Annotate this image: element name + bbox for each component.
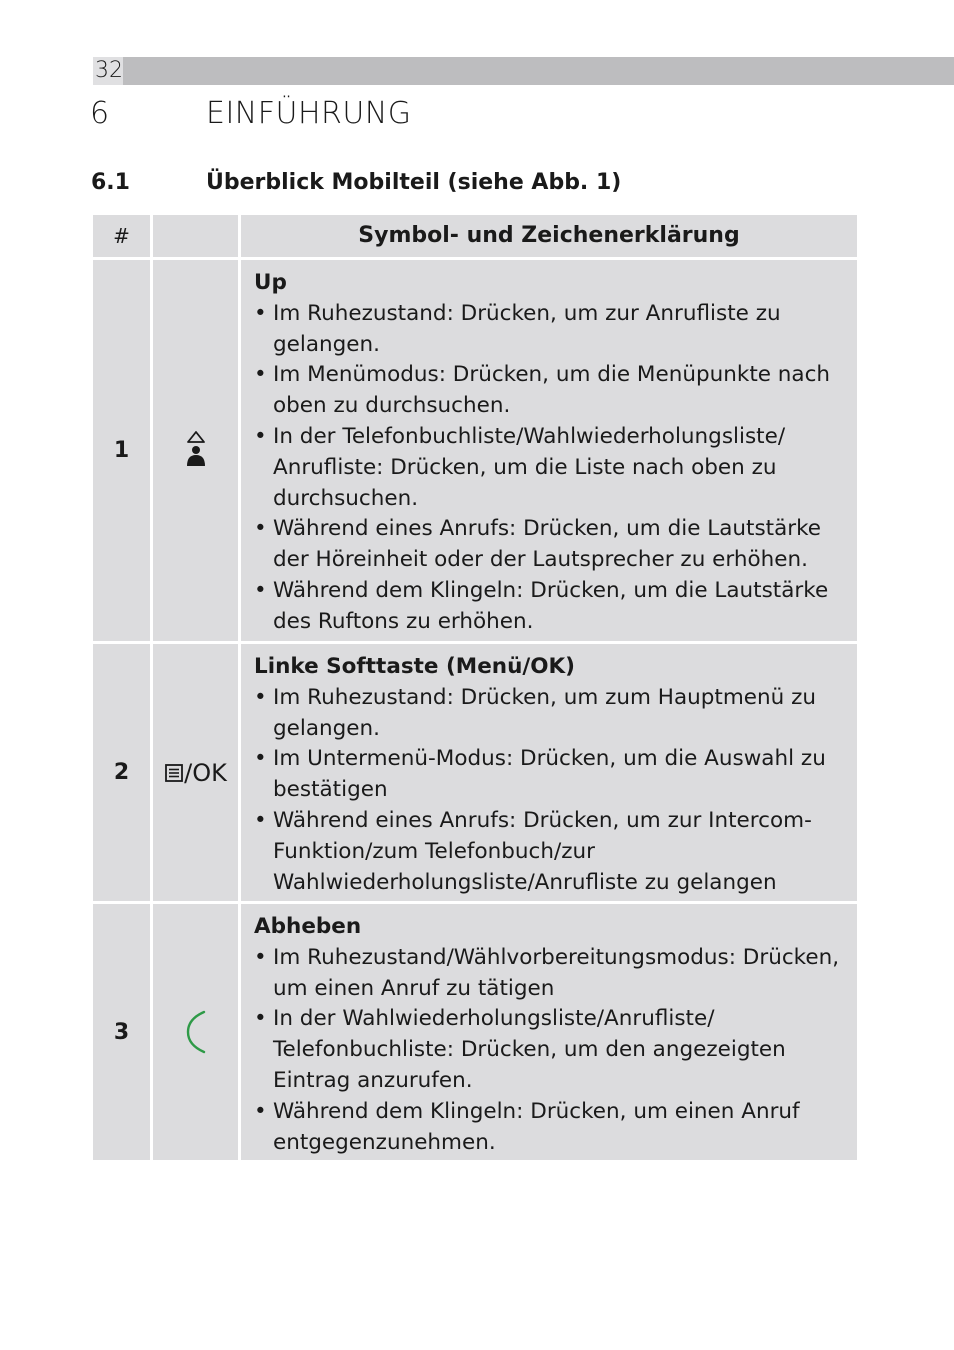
table-row (93, 904, 857, 1160)
description-cell (241, 904, 857, 1160)
ok-label: /OK (184, 758, 227, 787)
menu-list-icon (164, 763, 184, 783)
up-contact-icon (184, 430, 208, 472)
header-description: Symbol- und Zeichenerklärung (241, 215, 857, 257)
symbol-table (93, 215, 857, 1160)
bullet-item: • Während dem Klingeln: Drücken, um die Lautstärke des Ruftons zu erhöhen. (254, 576, 847, 638)
row-num: 1 (93, 260, 150, 641)
symbol-cell (153, 644, 238, 901)
table-header-row (93, 215, 857, 257)
item-title: Abheben (254, 914, 362, 939)
description-cell (241, 260, 857, 641)
bullet-item: • In der Wahlwiederholungsliste/Anrufliste/ Telefonbuchliste: Drücken, um den angezeigten Eintrag anzurufen. (254, 1004, 847, 1096)
bullet-item: • Während eines Anrufs: Drücken, um die Lautstärke der Höreinheit oder der Lautsprecher zu erhöhen. (254, 514, 847, 576)
page-number: 32 (95, 58, 123, 83)
section-number: 6.1 (91, 170, 130, 195)
table-row (93, 644, 857, 901)
description-cell (241, 644, 857, 901)
symbol-cell (153, 260, 238, 641)
row-num: 3 (93, 904, 150, 1160)
table-row (93, 260, 857, 641)
row-num: 2 (93, 644, 150, 901)
bullet-item: • Im Menümodus: Drücken, um die Menüpunkte nach oben zu durchsuchen. (254, 360, 847, 422)
header-symbol (153, 215, 238, 257)
chapter-number: 6 (90, 96, 110, 131)
header-bar (93, 57, 954, 85)
item-title: Linke Softtaste (Menü/OK) (254, 654, 576, 679)
chapter-title: EINFÜHRUNG (206, 96, 412, 131)
item-title: Up (254, 270, 287, 295)
section-title: Überblick Mobilteil (siehe Abb. 1) (206, 170, 622, 195)
bullet-item: • Im Ruhezustand/Wählvorbereitungsmodus: Drücken, um einen Anruf zu tätigen (254, 943, 847, 1005)
bullet-item: • Während dem Klingeln: Drücken, um einen Anruf entgegenzunehmen. (254, 1097, 847, 1159)
header-num: # (93, 215, 150, 257)
bullet-item: • Im Ruhezustand: Drücken, um zur Anrufliste zu gelangen. (254, 299, 847, 361)
bullet-item: • In der Telefonbuchliste/Wahlwiederholungsliste/ Anrufliste: Drücken, um die Liste nach oben zu durchsuchen. (254, 422, 847, 514)
menu-ok-symbol (164, 759, 227, 787)
bullet-item: • Im Ruhezustand: Drücken, um zum Hauptmenü zu gelangen. (254, 683, 847, 745)
symbol-cell (153, 904, 238, 1160)
pickup-phone-icon (184, 1009, 208, 1055)
bullet-item: • Während eines Anrufs: Drücken, um zur Intercom-Funktion/zum Telefonbuch/zur Wahlwiederholungsliste/Anrufliste zu gelangen (254, 806, 847, 898)
bullet-item: • Im Untermenü-Modus: Drücken, um die Auswahl zu bestätigen (254, 744, 847, 806)
